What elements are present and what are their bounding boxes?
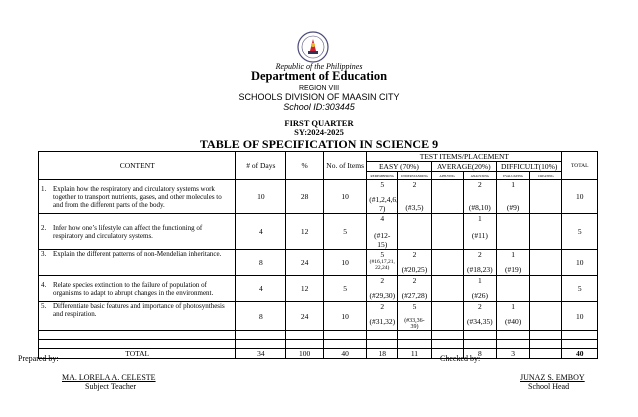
content-cell [39, 302, 236, 331]
applying-cell [431, 250, 463, 276]
creating-cell [530, 302, 562, 331]
row-total-cell: 10 [562, 250, 598, 276]
item-count: 1 [477, 214, 482, 223]
school-year-text: SY:2024-2025 [294, 127, 344, 137]
item-count: 5 [380, 250, 385, 259]
analyzing-cell [463, 214, 496, 250]
evaluating-cell [497, 302, 530, 331]
percent-cell: 12 [286, 214, 324, 250]
item-count: 1 [511, 180, 515, 189]
preparer-name: MA. LORELA A. CELESTE [62, 373, 156, 382]
division-text: SCHOOLS DIVISION OF MAASIN CITY [238, 92, 400, 102]
items-cell: 5 [324, 276, 367, 302]
remembering-cell [367, 180, 398, 214]
table-row [39, 276, 598, 302]
remembering-cell [367, 276, 398, 302]
item-numbers: (#20,25) [401, 265, 428, 274]
row-total-cell: 5 [562, 214, 598, 250]
days-cell: 4 [236, 214, 286, 250]
quarter-text: FIRST QUARTER [284, 118, 354, 128]
days-cell: 8 [236, 302, 286, 331]
empty-row [39, 331, 598, 340]
item-count: 2 [380, 302, 385, 311]
header-items: No. of Items [324, 152, 367, 180]
item-count: 2 [412, 276, 417, 285]
understanding-cell [398, 302, 431, 331]
percent-cell: 24 [286, 302, 324, 331]
table-row [39, 214, 598, 250]
header-total: TOTAL [562, 152, 598, 180]
item-numbers: (#31,32) [369, 317, 396, 326]
item-count: 5 [380, 180, 385, 189]
evaluating-cell [497, 276, 530, 302]
item-numbers: (#18,23) [467, 265, 493, 274]
totals-row [39, 349, 598, 359]
item-numbers: (#33,36-39) [404, 318, 425, 330]
department-text: Department of Education [250, 69, 388, 83]
item-count: 2 [412, 180, 417, 189]
totals-items: 40 [324, 349, 367, 359]
table-row [39, 250, 598, 276]
level-understanding: UNDERSTANDING [398, 172, 431, 180]
content-cell [39, 276, 236, 302]
header-average: AVERAGE(20%) [431, 162, 496, 172]
percent-cell: 28 [286, 180, 324, 214]
content-cell [39, 250, 236, 276]
region-text: REGION VIII [298, 85, 340, 92]
competency-text: Differentiate basic features and importance of photosynthesis and respiration. [53, 302, 225, 318]
remembering-cell [367, 214, 398, 250]
creating-cell [530, 214, 562, 250]
competency-text: Relate species extinction to the failure of population of organisms to adapt to abrupt changes in the environment. [53, 280, 214, 297]
prepared-by-label: Prepared by: [18, 354, 59, 363]
totals-days: 34 [236, 349, 286, 359]
analyzing-cell [463, 250, 496, 276]
item-count: 1 [511, 250, 515, 259]
remembering-cell [367, 250, 398, 276]
analyzing-cell [463, 180, 496, 214]
level-creating: CREATING [530, 172, 562, 180]
level-evaluating: EVALUATING [497, 172, 530, 180]
grand-total: 40 [562, 349, 598, 359]
specification-table [38, 151, 598, 359]
row-number: 5. [41, 302, 47, 310]
header-placement: TEST ITEMS/PLACEMENT [367, 152, 562, 162]
row-total-cell: 10 [562, 302, 598, 331]
applying-cell [431, 180, 463, 214]
item-count: 5 [412, 302, 417, 311]
analyzing-cell [463, 276, 496, 302]
evaluating-cell [497, 250, 530, 276]
item-count: 2 [380, 276, 385, 285]
understanding-cell [398, 214, 431, 250]
row-number: 4. [41, 280, 47, 289]
row-number: 1. [41, 184, 47, 193]
item-count: 4 [380, 214, 385, 223]
days-cell: 8 [236, 250, 286, 276]
header-difficult: DIFFICULT(10%) [497, 162, 562, 172]
item-numbers: (#12-15) [374, 231, 391, 249]
item-numbers: (#19) [505, 265, 522, 274]
school-id-text: School ID:303445 [283, 102, 355, 112]
item-numbers: (#11) [471, 231, 488, 240]
competency-text: Explain how the respiratory and circulatory systems work together to transport nutrients, gases, and other molecules to and from the different parts of the body. [53, 184, 222, 209]
checker-name: JUNAZ S. EMBOY [520, 373, 585, 382]
item-count: 2 [477, 302, 482, 311]
days-cell: 4 [236, 276, 286, 302]
deped-seal-icon [297, 31, 329, 63]
applying-cell [431, 276, 463, 302]
understanding-cell [398, 180, 431, 214]
item-count: 2 [477, 250, 482, 259]
item-numbers: (#16,17,21, 22,24) [369, 259, 395, 271]
item-numbers: (#26) [471, 291, 488, 300]
creating-cell [530, 250, 562, 276]
competency-text: Explain the different patterns of non-Mendelian inheritance. [53, 250, 222, 258]
page-title: TABLE OF SPECIFICATION IN SCIENCE 9 [199, 137, 439, 151]
understanding-cell [398, 250, 431, 276]
totals-percent: 100 [286, 349, 324, 359]
items-cell: 5 [324, 214, 367, 250]
item-numbers: (#34,35) [467, 317, 493, 326]
applying-cell [431, 302, 463, 331]
percent-cell: 24 [286, 250, 324, 276]
republic-text: Republic of the Philippines [275, 62, 363, 71]
applying-cell [431, 214, 463, 250]
header-content: CONTENT [39, 152, 236, 180]
totals-evaluating: 3 [497, 349, 530, 359]
analyzing-cell [463, 302, 496, 331]
creating-cell [530, 180, 562, 214]
level-remembering: REMEMBERING [367, 172, 398, 180]
items-cell: 10 [324, 302, 367, 331]
empty-row [39, 340, 598, 349]
totals-analyzing: 8 [463, 349, 496, 359]
items-cell: 10 [324, 250, 367, 276]
header-days: # of Days [236, 152, 286, 180]
item-count: 2 [477, 180, 482, 189]
item-numbers: (#40) [505, 317, 522, 326]
item-count: 1 [511, 302, 515, 311]
item-numbers: (#3,5) [405, 203, 424, 212]
row-number: 2. [41, 223, 47, 232]
checked-by-label: Checked by: [440, 354, 481, 363]
totals-label: TOTAL [39, 349, 236, 359]
item-numbers: (#8,10) [468, 203, 491, 212]
creating-cell [530, 276, 562, 302]
item-numbers: (#9) [506, 203, 520, 212]
percent-cell: 12 [286, 276, 324, 302]
header-easy: EASY (70%) [367, 162, 431, 172]
table-row [39, 302, 598, 331]
row-total-cell: 10 [562, 180, 598, 214]
totals-creating [530, 349, 562, 359]
days-cell: 10 [236, 180, 286, 214]
table-row [39, 180, 598, 214]
content-cell [39, 180, 236, 214]
evaluating-cell [497, 214, 530, 250]
item-numbers: (#29,30) [369, 291, 396, 300]
remembering-cell [367, 302, 398, 331]
level-applying: APPLYING [431, 172, 463, 180]
item-numbers: (#1,2,4,6, 7) [369, 195, 399, 213]
header-percent: % [286, 152, 324, 180]
row-total-cell: 5 [562, 276, 598, 302]
evaluating-cell [497, 180, 530, 214]
totals-understanding: 11 [398, 349, 431, 359]
item-count: 2 [412, 250, 417, 259]
competency-text: Infer how one’s lifestyle can affect the functioning of respiratory and circulatory systems. [53, 223, 203, 240]
row-number: 3. [41, 250, 47, 258]
preparer-role: Subject Teacher [85, 382, 137, 391]
items-cell: 10 [324, 180, 367, 214]
checker-role: School Head [528, 382, 570, 391]
content-cell [39, 214, 236, 250]
item-count: 1 [477, 276, 482, 285]
level-analyzing: ANALYZING [463, 172, 496, 180]
item-numbers: (#27,28) [401, 291, 428, 300]
understanding-cell [398, 276, 431, 302]
totals-remembering: 18 [367, 349, 398, 359]
